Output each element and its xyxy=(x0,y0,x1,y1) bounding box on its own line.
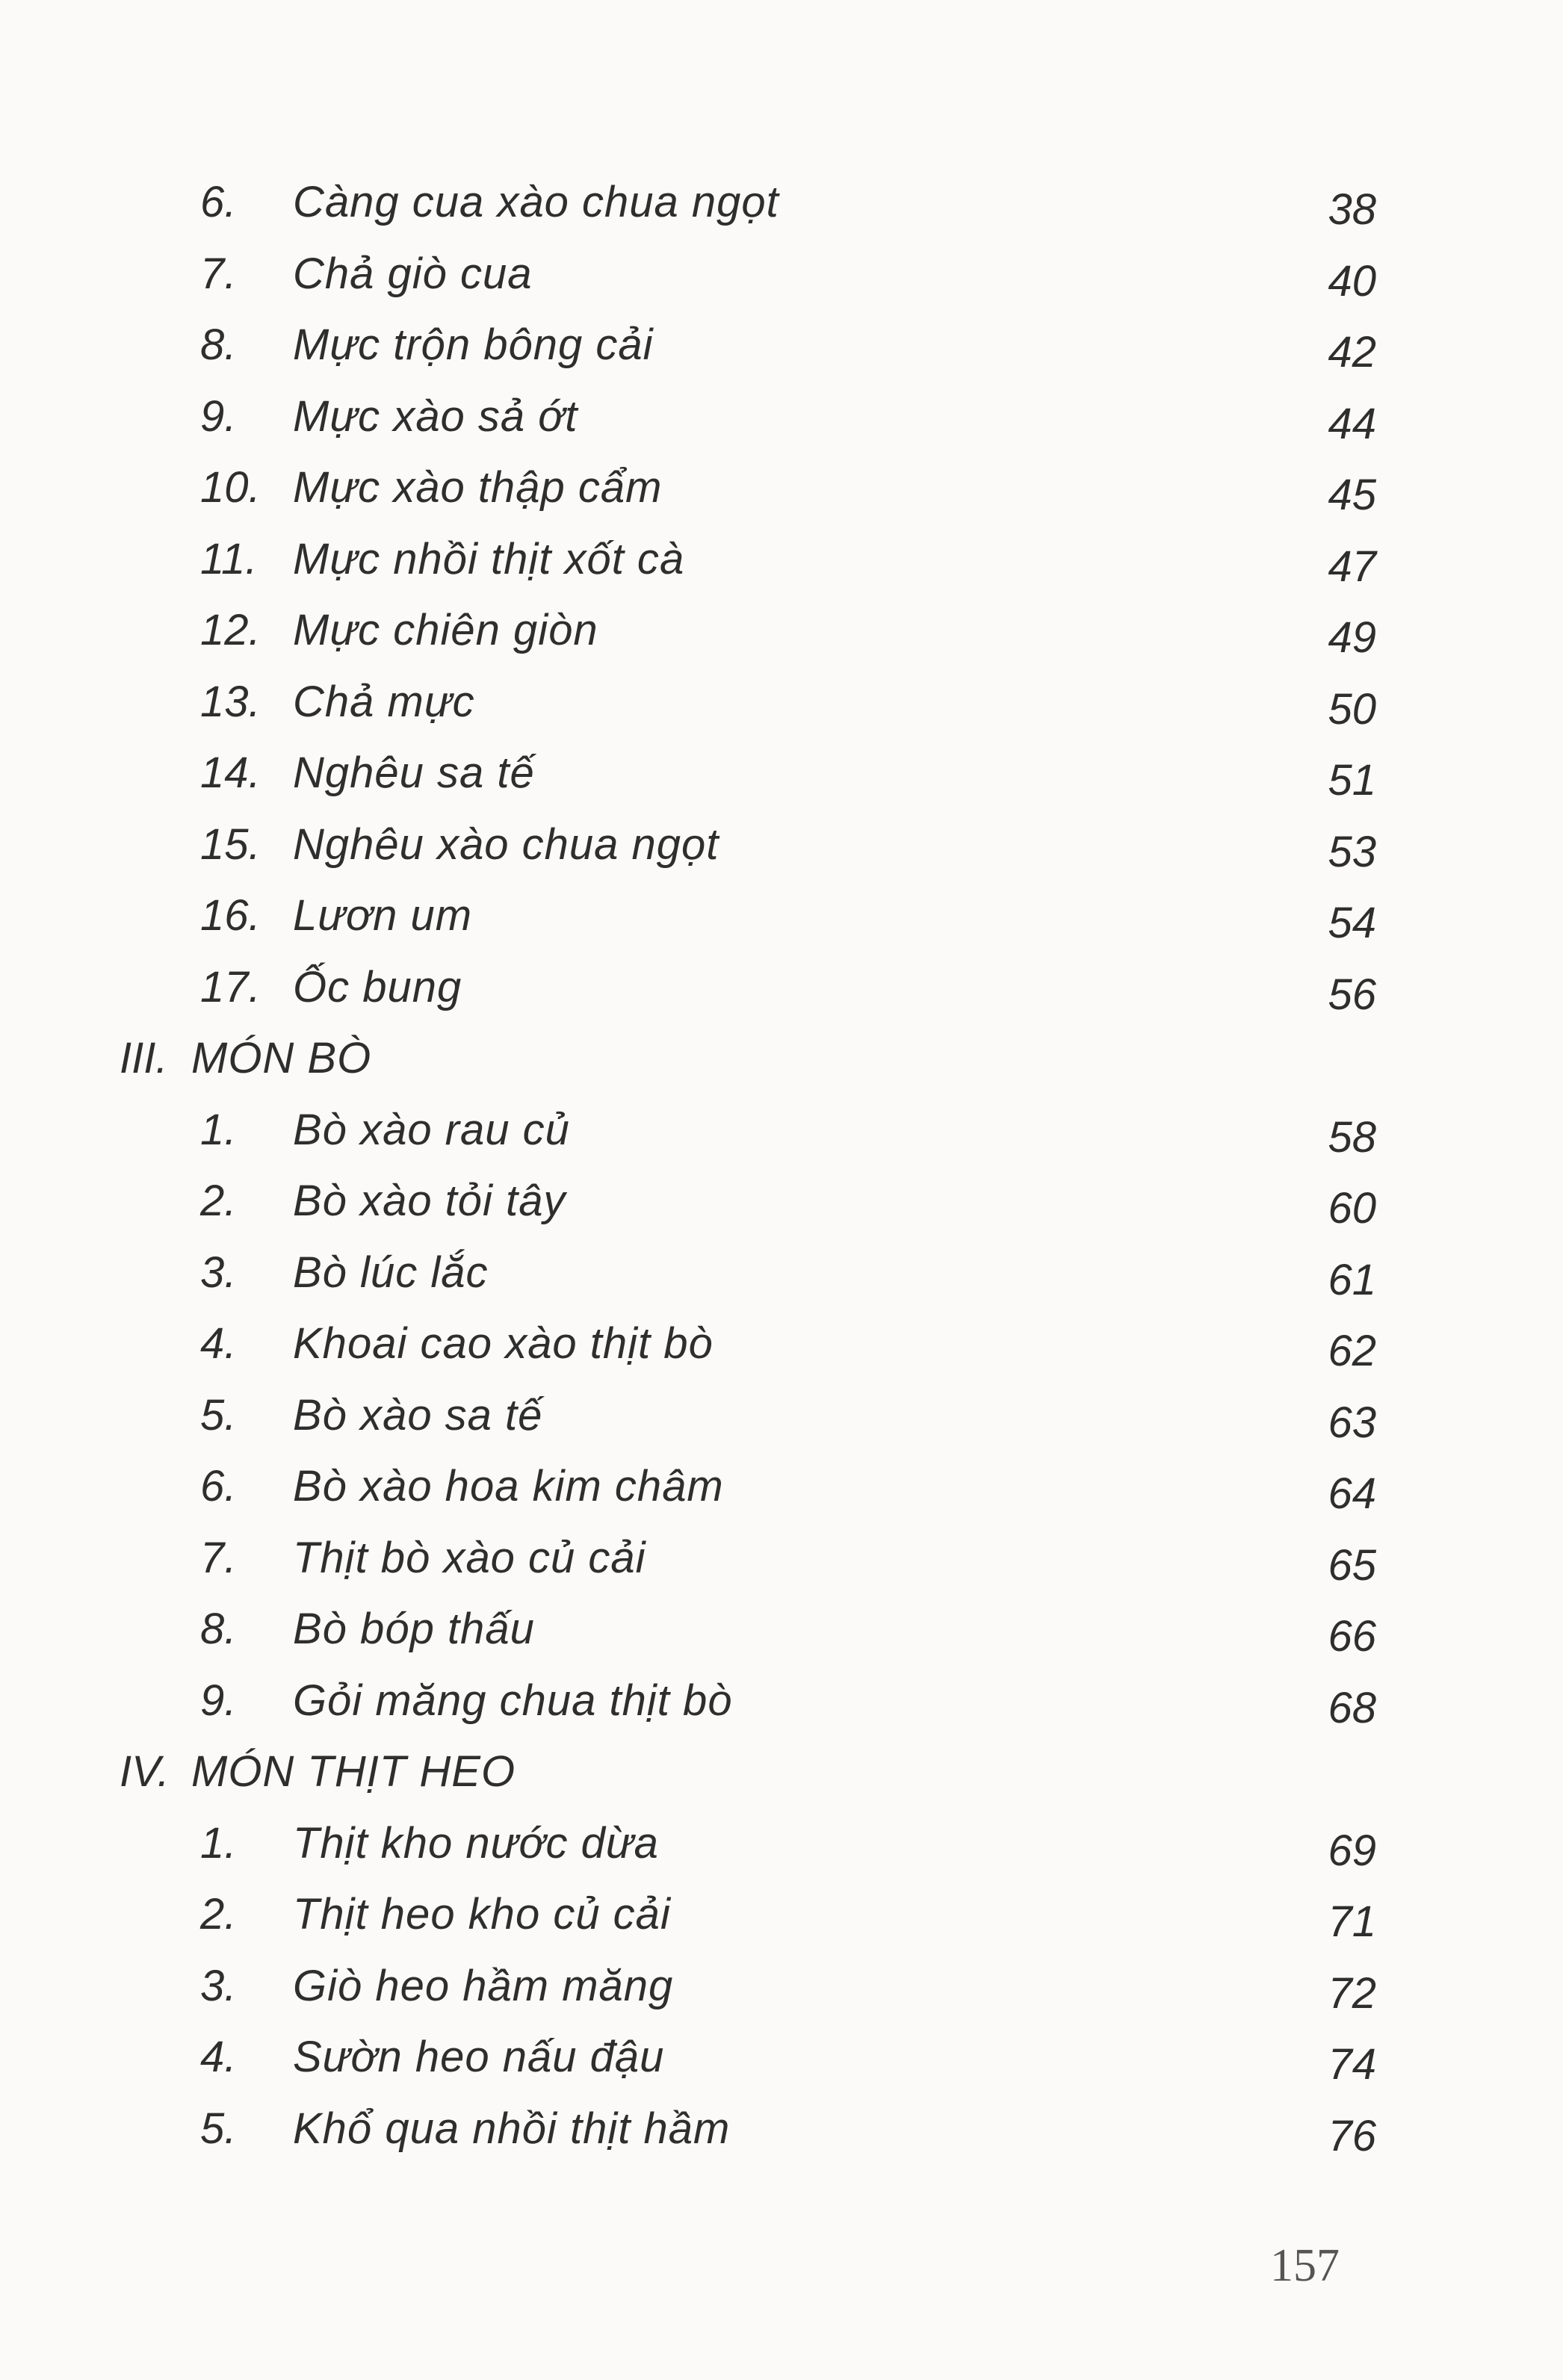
entry-number: 10. xyxy=(200,463,261,512)
entry-page-number: 64 xyxy=(1328,1469,1376,1518)
toc-entry xyxy=(0,891,1563,966)
toc-entry xyxy=(0,677,1563,752)
entry-page-number: 76 xyxy=(1328,2111,1376,2160)
toc-entry xyxy=(0,962,1563,1038)
entry-title: Thịt kho nước dừa xyxy=(293,1818,659,1868)
entry-number: III. xyxy=(120,1034,168,1082)
entry-title: Mực trộn bông cải xyxy=(293,320,654,369)
entry-title: Khổ qua nhồi thịt hầm xyxy=(293,2104,731,2153)
entry-title: Càng cua xào chua ngọt xyxy=(293,178,779,226)
toc-entry xyxy=(0,249,1563,324)
entry-page-number: 60 xyxy=(1328,1184,1376,1233)
entry-title: Bò xào rau củ xyxy=(293,1105,570,1154)
entry-number: 1. xyxy=(200,1105,237,1154)
toc-entry xyxy=(0,320,1563,395)
entry-page-number: 54 xyxy=(1328,899,1376,947)
entry-number: 12. xyxy=(200,606,261,654)
entry-number: IV. xyxy=(120,1747,170,1796)
entry-page-number: 44 xyxy=(1328,399,1376,448)
entry-page-number: 66 xyxy=(1328,1612,1376,1661)
entry-number: 8. xyxy=(200,320,237,369)
entry-number: 15. xyxy=(200,819,261,869)
entry-title: Mực xào sả ớt xyxy=(293,391,578,441)
entry-number: 14. xyxy=(200,749,261,797)
entry-page-number: 68 xyxy=(1328,1683,1376,1732)
entry-title: Ốc bung xyxy=(293,962,462,1011)
toc-section-heading xyxy=(0,1747,1563,1822)
entry-title: Lươn um xyxy=(293,891,473,940)
page-number: 157 xyxy=(1270,2240,1340,2291)
toc-entry xyxy=(0,1177,1563,1251)
entry-number: 9. xyxy=(200,391,237,441)
entry-number: 3. xyxy=(200,1961,237,2010)
toc-entry xyxy=(0,1605,1563,1679)
entry-number: 8. xyxy=(200,1605,237,1653)
entry-number: 5. xyxy=(200,2104,237,2153)
entry-page-number: 49 xyxy=(1328,613,1376,662)
entry-title: Chả mực xyxy=(293,677,475,726)
table-of-contents xyxy=(0,178,1563,2178)
entry-number: 5. xyxy=(200,1390,237,1440)
entry-number: 1. xyxy=(200,1818,237,1868)
entry-number: 11. xyxy=(200,534,258,583)
entry-title: Chả giò cua xyxy=(293,249,533,298)
entry-title: Thịt bò xào củ cải xyxy=(293,1533,646,1582)
toc-entry xyxy=(0,1961,1563,2036)
entry-page-number: 61 xyxy=(1328,1255,1376,1304)
entry-title: Bò lúc lắc xyxy=(293,1248,489,1297)
entry-title: Khoai cao xào thịt bò xyxy=(293,1319,714,1368)
entry-page-number: 72 xyxy=(1328,1968,1376,2018)
toc-entry xyxy=(0,2033,1563,2107)
entry-page-number: 50 xyxy=(1328,684,1376,734)
toc-entry xyxy=(0,1676,1563,1751)
entry-page-number: 63 xyxy=(1328,1398,1376,1447)
entry-number: 9. xyxy=(200,1676,237,1725)
entry-page-number: 65 xyxy=(1328,1540,1376,1590)
entry-number: 2. xyxy=(200,1890,237,1939)
entry-page-number: 38 xyxy=(1328,185,1376,234)
entry-title: Bò xào tỏi tây xyxy=(293,1177,566,1225)
toc-entry xyxy=(0,178,1563,252)
toc-entry xyxy=(0,391,1563,467)
toc-entry xyxy=(0,2104,1563,2179)
entry-number: 7. xyxy=(200,249,237,298)
entry-number: 16. xyxy=(200,891,261,940)
entry-title: Bò bóp thấu xyxy=(293,1605,535,1653)
entry-page-number: 53 xyxy=(1328,827,1376,876)
entry-title: Gỏi măng chua thịt bò xyxy=(293,1676,733,1725)
entry-number: 2. xyxy=(200,1177,237,1225)
entry-title: Bò xào hoa kim châm xyxy=(293,1462,724,1510)
entry-page-number: 62 xyxy=(1328,1327,1376,1375)
entry-title: MÓN BÒ xyxy=(191,1034,372,1082)
entry-title: Mực nhồi thịt xốt cà xyxy=(293,534,685,583)
toc-entry xyxy=(0,1890,1563,1965)
entry-title: Nghêu xào chua ngọt xyxy=(293,819,719,869)
entry-number: 4. xyxy=(200,2033,237,2081)
entry-title: Giò heo hầm măng xyxy=(293,1961,674,2010)
toc-entry xyxy=(0,1319,1563,1394)
toc-entry xyxy=(0,749,1563,823)
entry-number: 6. xyxy=(200,178,237,226)
entry-number: 17. xyxy=(200,962,261,1011)
toc-entry xyxy=(0,1248,1563,1323)
entry-page-number: 69 xyxy=(1328,1826,1376,1875)
toc-entry xyxy=(0,1462,1563,1537)
entry-page-number: 74 xyxy=(1328,2040,1376,2089)
entry-title: Mực chiên giòn xyxy=(293,606,598,654)
entry-page-number: 40 xyxy=(1328,256,1376,306)
entry-page-number: 45 xyxy=(1328,471,1376,519)
toc-entry xyxy=(0,1533,1563,1608)
entry-title: Sườn heo nấu đậu xyxy=(293,2033,665,2081)
entry-title: Mực xào thập cẩm xyxy=(293,463,663,512)
toc-entry xyxy=(0,819,1563,895)
entry-page-number: 47 xyxy=(1328,542,1376,591)
entry-number: 13. xyxy=(200,677,261,726)
entry-title: Bò xào sa tế xyxy=(293,1390,543,1440)
entry-number: 7. xyxy=(200,1533,237,1582)
toc-entry xyxy=(0,1818,1563,1894)
toc-entry xyxy=(0,534,1563,610)
entry-title: MÓN THỊT HEO xyxy=(191,1747,516,1796)
entry-page-number: 58 xyxy=(1328,1112,1376,1162)
entry-page-number: 42 xyxy=(1328,328,1376,376)
entry-title: Thịt heo kho củ cải xyxy=(293,1890,671,1939)
entry-number: 3. xyxy=(200,1248,237,1297)
toc-entry xyxy=(0,606,1563,681)
entry-page-number: 51 xyxy=(1328,756,1376,805)
entry-page-number: 71 xyxy=(1328,1897,1376,1946)
entry-title: Nghêu sa tế xyxy=(293,749,535,797)
entry-number: 6. xyxy=(200,1462,237,1510)
toc-section-heading xyxy=(0,1034,1563,1109)
toc-entry xyxy=(0,1390,1563,1466)
toc-entry xyxy=(0,1105,1563,1180)
entry-page-number: 56 xyxy=(1328,970,1376,1019)
entry-number: 4. xyxy=(200,1319,237,1368)
toc-entry xyxy=(0,463,1563,538)
